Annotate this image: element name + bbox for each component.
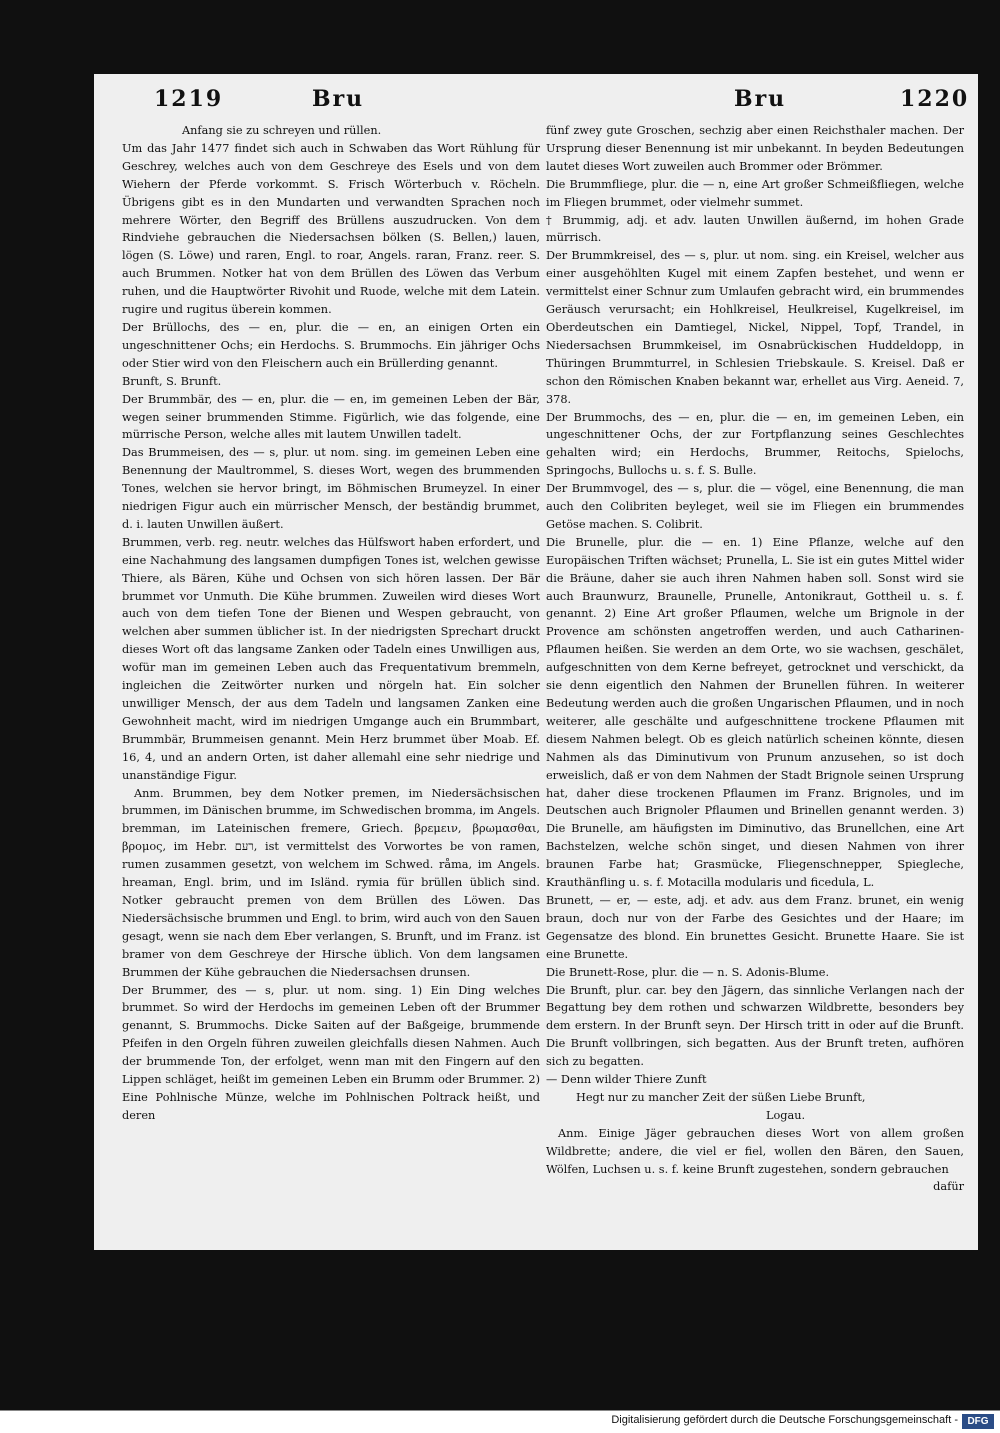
left-entry: Brunft, S. Brunft.: [122, 374, 222, 388]
verse-line: Hegt nur zu mancher Zeit der süßen Liebe Brunft,: [576, 1090, 866, 1104]
right-entry: Die Brunett-Rose, plur. die — n. S. Adonis-Blume.: [546, 965, 830, 979]
right-entry: Der Brummochs, des — en, plur. die — en, im gemeinen Leben, ein ungeschnittener Ochs, der zur Fortpflanzung seines Geschlechtes gehalten wird; ein Herdochs, Brummer, Reitochs, Spielochs, Springochs, Bullochs u. s. f. S. Bulle.: [546, 410, 964, 478]
right-entry: Die Brummfliege, plur. die — n, eine Art großer Schmeißfliegen, welche im Fliegen brummet, oder vielmehr summet.: [546, 177, 964, 209]
left-entry: Der Brummbär, des — en, plur. die — en, im gemeinen Leben der Bär, wegen seiner brummenden Stimme. Figürlich, wie das folgende, eine mürrische Person, welche alles mit lautem Unwillen tadelt.: [122, 392, 540, 442]
right-entry: Der Brummkreisel, des — s, plur. ut nom. sing. ein Kreisel, welcher aus einer ausgehöhlten Kugel mit einem Zapfen bestehet, und wenn er vermittelst einer Schnur zum Umlaufen gebracht wird, ein brummendes Geräusch verursacht; ein Hohlkreisel, Heulkreisel, Kugelkreisel, im Oberdeutschen ein Damtiegel, Nickel, Nippel, Topf, Trandel, in Niedersachsen Brummkeisel, im Osnabrückischen Huddeldopp, in Thüringen Brummturrel, in Schlesien Triebskaule. S. Kreisel. Daß er schon den Römischen Knaben bekannt war, erhellet aus Virg. Aeneid. 7, 378.: [546, 249, 964, 406]
running-head-right: Bru: [734, 86, 787, 112]
right-entry: Die Brunft, plur. car. bey den Jägern, das sinnliche Verlangen nach der Begattung bey dem rothen und schwarzen Wildbrette, besonders bey dem erstern. In der Brunft seyn. Der Hirsch tritt in oder auf die Brunft. Die Brunft vollbringen, sich begatten. Aus der Brunft treten, aufhören sich zu begatten.: [546, 983, 964, 1069]
left-entry: Anfang sie zu schreyen und rüllen.: [182, 124, 382, 137]
left-entry: Um das Jahr 1477 findet sich auch in Schwaben das Wort Rühlung für Geschrey, welches auch von dem Geschreye des Esels und von dem Wiehern der Pferde vorkommt. S. Frisch Wörterbuch v. Röcheln. Übrigens gibt es in den Mundarten und verwandten Sprachen noch mehrere Wörter, den Begriff des Brüllens auszudrucken. Von dem Rindviehe gebrauchen die Niedersachsen bölken (S. Bellen,) lauen, lögen (S. Löwe) und raren, Engl. to roar, Angels. raran, Franz. reer. S. auch Brummen. Notker hat von dem Brüllen des Löwen das Verbum ruhen, und die Hauptwörter Rivohit und Ruode, welche mit dem Latein. rugire und rugitus überein kommen.: [122, 141, 540, 317]
verse-line: — Denn wilder Thiere Zunft: [546, 1073, 707, 1087]
right-entry: Brunett, — er, — este, adj. et adv. aus dem Franz. brunet, ein wenig braun, doch nur von der Farbe des Gesichtes und der Haare; im Gegensatze des blond. Ein brunettes Gesicht. Brunette Haare. Sie ist eine Brunette.: [546, 893, 964, 961]
running-head-left: Bru: [312, 86, 365, 112]
page-number-right: 1220: [900, 86, 970, 112]
left-entry: Der Brummer, des — s, plur. ut nom. sing. 1) Ein Ding welches brummet. So wird der Herdochs im gemeinen Leben oft der Brummer genannt, S. Brummochs. Dicke Saiten auf der Baßgeige, brummende Pfeifen in den Orgeln führen zuweilen gleichfalls diesen Nahmen. Auch der brummende Ton, der erfolget, wenn man mit den Fingern auf den Lippen schläget, heißt im gemeinen Leben ein Brumm oder Brummer. 2) Eine Pohlnische Münze, welche im Pohlnischen Poltrack heißt, und deren: [122, 983, 540, 1122]
scanned-page: [94, 74, 978, 1250]
left-entry: Anm. Brummen, bey dem Notker premen, im Niedersächsischen brummen, im Dänischen brumme, im Schwedischen bromma, im Angels. bremman, im Lateinischen fremere, Griech. βρεμειν, βρωμασθαι, βρομος, im Hebr. רעם, ist vermittelst des Vorwortes be von ramen, rumen zusammen gesetzt, von welchem im Schwed. råma, im Angels. hreaman, Engl. brim, und im Isländ. rymia für brüllen üblich sind. Notker gebraucht premen von dem Brüllen des Löwen. Das Niedersächsische brummen und Engl. to brim, wird auch von den Sauen gesagt, wenn sie nach dem Eber verlangen, S. Brunft, und im Franz. ist bramer von dem Geschreye der Hirsche üblich. Von dem langsamen Brummen der Kühe gebrauchen die Niedersachsen drunsen.: [122, 786, 540, 979]
left-entry: Das Brummeisen, des — s, plur. ut nom. sing. im gemeinen Leben eine Benennung der Maultrommel, S. dieses Wort, wegen des brummenden Tones, welchen sie hervor bringt, im Böhmischen Brumeyzel. In einer niedrigen Figur auch ein mürrischer Mensch, der beständig brummet, d. i. lauten Unwillen äußert.: [122, 446, 540, 531]
left-entry: Der Brüllochs, des — en, plur. die — en, an einigen Orten ein ungeschnittener Ochs; ein Herdochs. S. Brummochs. Ein jähriger Ochs oder Stier wird von den Fleischern auch ein Brüllerding genannt.: [122, 320, 540, 370]
verse-author: Logau.: [766, 1108, 806, 1122]
right-entry: Anm. Einige Jäger gebrauchen dieses Wort von allem großen Wildbrette; andere, die viel er fiel, wollen den Bären, den Sauen, Wölfen, Luchsen u. s. f. keine Brunft zugestehen, sondern gebrauchen: [546, 1126, 964, 1176]
right-entry: Der Brummvogel, des — s, plur. die — vögel, eine Benennung, die man auch den Colibriten beyleget, weil sie im Fliegen ein brummendes Getöse machen. S. Colibrit.: [546, 482, 964, 531]
right-entry: fünf zwey gute Groschen, sechzig aber einen Reichsthaler machen. Der Ursprung dieser Benennung ist mir unbekannt. In beyden Bedeutungen lautet dieses Wort zuweilen auch Brommer oder Brömmer.: [546, 124, 964, 173]
dfg-logo[interactable]: DFG: [962, 1414, 994, 1429]
funding-notice: Digitalisierung gefördert durch die Deutsche Forschungsgemeinschaft -: [611, 1414, 958, 1426]
page-number-left: 1219: [154, 86, 224, 112]
footer-bar: [0, 1410, 1000, 1433]
right-entry: † Brummig, adj. et adv. lauten Unwillen äußernd, im hohen Grade mürrisch.: [546, 213, 964, 245]
right-entry: Die Brunelle, plur. die — en. 1) Eine Pflanze, welche auf den Europäischen Triften wächset; Prunella, L. Sie ist ein gutes Mittel wider die Bräune, daher sie auch ihren Nahmen haben soll. Sonst wird sie auch Braunwurz, Braunelle, Prunelle, Antonikraut, Gottheil u. s. f. genannt. 2) Eine Art großer Pflaumen, welche um Brignole in der Provence am schönsten angetroffen werden, und auch Catharinen-Pflaumen heißen. Sie werden an dem Orte, wo sie wachsen, geschälet, aufgeschnitten von dem Kerne befreyet, getrocknet und verschickt, da sie denn eigentlich den Nahmen der Brunellen führen. In weiterer Bedeutung werden auch die großen Ungarischen Pflaumen, und in noch weiterer, alle geschälte und aufgeschnittene trockene Pflaumen mit diesem Nahmen belegt. Ob es gleich natürlich scheinen könnte, diesen Nahmen als das Diminutivum von Prunum anzusehen, so ist doch erweislich, daß er von dem Nahmen der Stadt Brignole seinen Ursprung hat, daher diese trockenen Pflaumen im Franz. Brignoles, und im Deutschen auch Brignoler Pflaumen und Brinellen genannt werden. 3) Die Brunelle, am häufigsten im Diminutivo, das Brunellchen, eine Art Bachstelzen, welche schön singet, und diesen Nahmen von ihrer braunen Farbe hat; Grasmücke, Fliegenschnepper, Spiegleche, Krauthänfling u. s. f. Motacilla modularis und ficedula, L.: [546, 535, 964, 890]
left-column: [122, 122, 540, 1125]
right-column: [546, 122, 964, 1196]
catchword: dafür: [933, 1180, 964, 1194]
left-entry: Brummen, verb. reg. neutr. welches das Hülfswort haben erfordert, und eine Nachahmung des langsamen dumpfigen Tones ist, welchen gewisse Thiere, als Bären, Kühe und Ochsen von sich hören lassen. Der Bär brummet vor Unmuth. Die Kühe brummen. Zuweilen wird dieses Wort auch von dem tiefen Tone der Bienen und Wespen gebraucht, von welchen aber summen üblicher ist. In der niedrigsten Sprechart druckt dieses Wort oft das langsame Zanken oder Tadeln eines Unwilligen aus, wofür man im gemeinen Leben auch das Frequentativum bremmeln, ingleichen die Zeitwörter nurken und nörgeln hat. Ein solcher unwilliger Mensch, der aus dem Tadeln und langsamen Zanken eine Gewohnheit macht, wird im niedrigen Umgange auch ein Brummbart, Brummbär, Brummeisen genannt. Mein Herz brummet über Moab. Ef. 16, 4, und an andern Orten, ist daher allemahl eine sehr niedrige und unanständige Figur.: [122, 535, 540, 782]
